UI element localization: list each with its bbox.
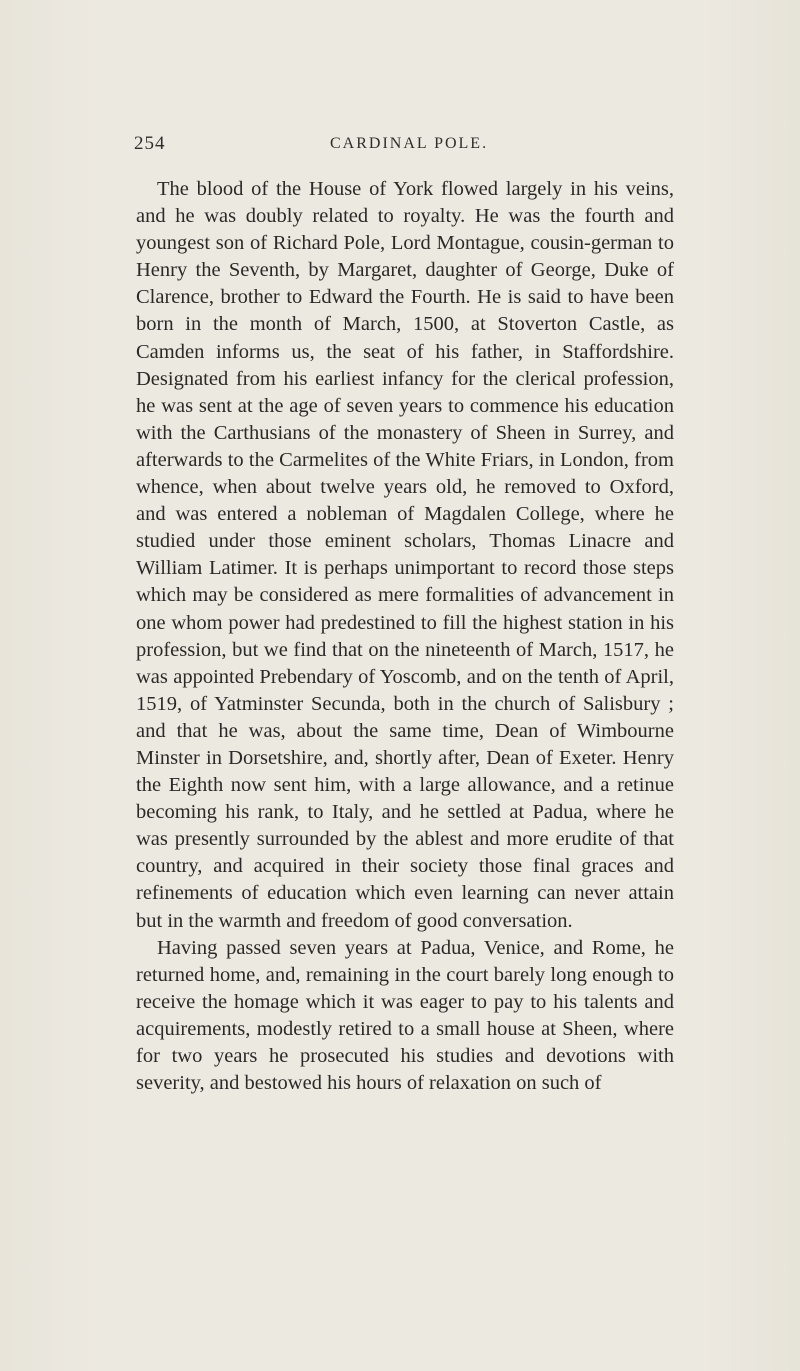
paragraph: The blood of the House of York flowed largely in his veins, and he was doubly related to royalty. He was the fourth and youngest son of Richard Pole, Lord Montague, cousin-german to Henry the Seventh, by Margaret, daughter of George, Duke of Clarence, brother to Edward the Fourth. He is said to have been born in the month of March, 1500, at Stoverton Castle, as Camden informs us, the seat of his father, in Staffordshire. Designated from his earliest infancy for the clerical profession, he was sent at the age of seven years to commence his education with the Carthusians of the monastery of Sheen in Surrey, and afterwards to the Carmelites of the White Friars, in London, from whence, when about twelve years old, he removed to Oxford, and was entered a nobleman of Magdalen College, where he studied under those eminent scholars, Thomas Linacre and William Latimer. It is perhaps unimportant to record those steps which may be considered as mere formalities of advancement in one whom power had predestined to fill the highest station in his profession, but we find that on the nineteenth of March, 1517, he was appointed Prebendary of Yoscomb, and on the tenth of April, 1519, of Yatminster Secunda, both in the church of Salisbury ; and that he was, about the same time, Dean of Wimbourne Minster in Dorsetshire, and, shortly after, Dean of Exeter. Henry the Eighth now sent him, with a large allowance, and a retinue becoming his rank, to Italy, and he settled at Padua, where he was presently surrounded by the ablest and more erudite of that country, and acquired in their society those final graces and refinements of education which even learning can never attain but in the warmth and freedom of good conversation.: [136, 178, 674, 932]
running-head: [134, 133, 678, 159]
page-number: 254: [134, 133, 166, 154]
body-text: [136, 176, 674, 1097]
paragraph: Having passed seven years at Padua, Venice, and Rome, he returned home, and, remaining in the court barely long enough to receive the homage which it was eager to pay to his talents and acquirements, modestly retired to a small house at Sheen, where for two years he prosecuted his studies and devotions with severity, and bestowed his hours of relaxation on such of: [136, 936, 674, 1095]
running-title: CARDINAL POLE.: [330, 135, 489, 152]
